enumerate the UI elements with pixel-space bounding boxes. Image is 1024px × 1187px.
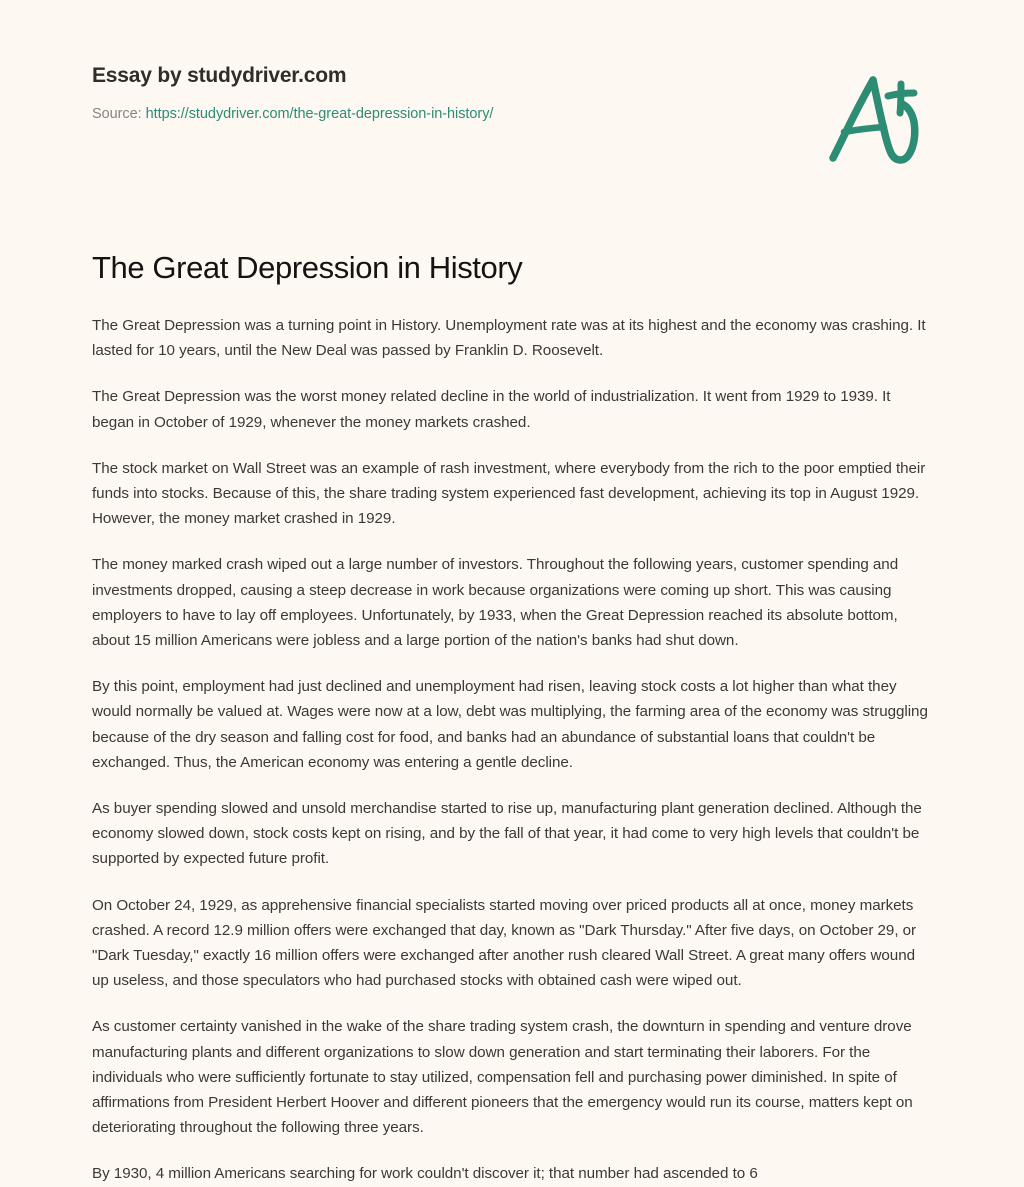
studydriver-a-plus-logo-icon	[818, 66, 934, 170]
essay-body	[92, 313, 934, 1187]
source-label: Source:	[92, 106, 142, 122]
source-url-link[interactable]: https://studydriver.com/the-great-depression-in-history/	[145, 106, 494, 122]
page-title: The Great Depression in History	[92, 250, 523, 285]
document-header	[92, 62, 932, 124]
body-paragraph: As customer certainty vanished in the wake of the share trading system crash, the downturn in spending and venture drove manufacturing plants and different organizations to slow down generation and start terminating their laborers. For the individuals who were sufficiently fortunate to stay utilized, compensation fell and purchasing power diminished. In spite of affirmations from President Herbert Hoover and different pioneers that the emergency would run its course, matters kept on deteriorating throughout the following three years.	[92, 1018, 913, 1137]
body-paragraph: On October 24, 1929, as apprehensive financial specialists started moving over priced products all at once, money markets crashed. A record 12.9 million offers were exchanged that day, known as "Dark Thursday." After five days, on October 29, or "Dark Tuesday," exactly 16 million offers were exchanged after another rush cleared Wall Street. A great many offers wound up useless, and those speculators who had purchased stocks with obtained cash were wiped out.	[92, 896, 917, 990]
body-paragraph: By this point, employment had just declined and unemployment had risen, leaving stock costs a lot higher than what they would normally be valued at. Wages were now at a low, debt was multiplying, the farming area of the economy was struggling because of the dry season and falling cost for food, and banks had an abundance of substantial loans that couldn't be exchanged. Thus, the American economy was entering a gentle decline.	[92, 678, 928, 771]
a-plus-logo-glyph	[818, 66, 934, 170]
body-paragraph: The Great Depression was a turning point in History. Unemployment rate was at its highest and the economy was crashing. It lasted for 10 years, until the New Deal was passed by Franklin D. Roosevelt.	[92, 317, 926, 360]
source-line	[92, 104, 932, 124]
body-paragraph: The money marked crash wiped out a large number of investors. Throughout the following years, customer spending and investments dropped, causing a steep decrease in work because organizations were coming up short. This was causing employers to have to lay off employees. Unfortunately, by 1933, when the Great Depression reached its absolute bottom, about 15 million Americans were jobless and a large portion of the nation's banks had shut down.	[92, 556, 899, 650]
body-paragraph: The Great Depression was the worst money related decline in the world of industrialization. It went from 1929 to 1939. It began in October of 1929, whenever the money markets crashed.	[92, 388, 891, 431]
body-paragraph: The stock market on Wall Street was an example of rash investment, where everybody from the rich to the poor emptied their funds into stocks. Because of this, the share trading system experienced fast development, achieving its top in August 1929. However, the money market crashed in 1929.	[92, 459, 926, 528]
essay-attribution: Essay by studydriver.com	[92, 64, 347, 87]
body-paragraph: As buyer spending slowed and unsold merchandise started to rise up, manufacturing plant generation declined. Although the economy slowed down, stock costs kept on rising, and by the fall of that year, it had come to very high levels that couldn't be supported by expected future profit.	[92, 800, 922, 868]
body-paragraph: By 1930, 4 million Americans searching for work couldn't discover it; that number had ascended to 6	[92, 1165, 758, 1183]
